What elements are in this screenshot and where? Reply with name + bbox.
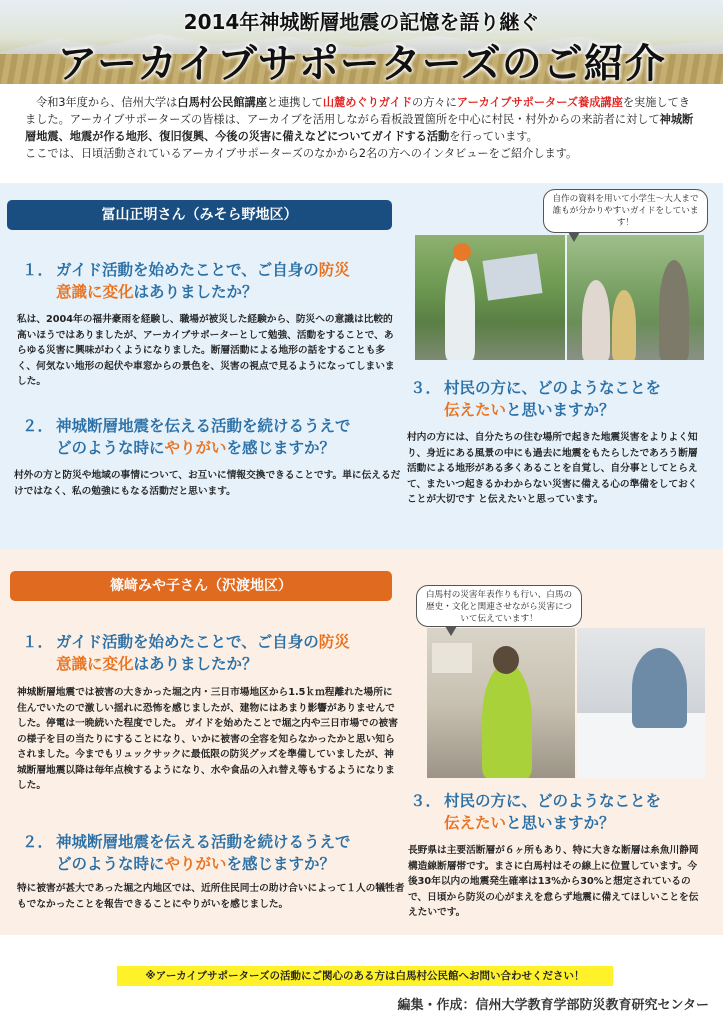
cap-figure — [453, 243, 471, 261]
question-highlight: やりがい — [164, 855, 227, 873]
question-number: １． — [22, 261, 54, 279]
question-text: を感じますか？ — [226, 855, 336, 873]
person1-name-tag: 冨山正明さん（みそら野地区） — [7, 200, 392, 230]
intro-text: の方々に — [412, 96, 457, 109]
question-text: 神城断層地震を伝える活動を続けるうえで — [56, 417, 351, 435]
person2-name-tag: 篠﨑みや子さん（沢渡地区） — [10, 571, 392, 601]
person1-question1 — [22, 259, 402, 303]
person2-speech-bubble: 白馬村の災害年表作りも行い、白馬の歴史・文化と関連させながら災害について伝えています！ — [416, 585, 582, 627]
adult-figure — [659, 260, 689, 360]
bubble-tail — [568, 232, 580, 242]
person1-photo-children — [567, 235, 704, 360]
question-text: と思いますか？ — [506, 401, 615, 419]
question-number: ３． — [410, 379, 442, 397]
head-figure — [493, 646, 519, 674]
person2-answer3: 長野県は主要活断層が６ヶ所もあり、特に大きな断層は糸魚川静岡構造線断層帯です。まさに白馬村はその線上に位置しています。今後30年以内の地震発生確率は13%から30%と想定されているので、日頃から防災の心がまえを怠らず地震に備えてほしいことを伝えたいです。 — [408, 845, 699, 918]
question-text: はありましたか？ — [133, 283, 258, 301]
question-highlight: 防災 — [318, 261, 350, 279]
person1-answer3: 村内の方には、自分たちの住む場所で起きた地震災害をよりよく知り、身近にある風景の中にも過去に地震をもたらしたであろう断層活動による地形がある多くあることを自覚し、自分事としてとらえて、またいつ起きるかわからない災害に備える心の準備をしておくことが大切です と伝えたいと思っています。 — [407, 432, 698, 505]
intro-red: アーカイブサポーターズ養成講座 — [456, 96, 623, 109]
intro-paragraph — [25, 94, 700, 162]
question-highlight: 意識に変化 — [56, 655, 134, 673]
intro-bold: 神城断層地震、地震が作る地形、復旧復興、今後の災害に備えなどについてガイドする活動 — [25, 113, 694, 143]
intro-text: ここでは、日頃活動されているアーカイブサポーターズのなかから2名の方へのインタビューをご紹介します。 — [25, 147, 578, 160]
person1-question3 — [410, 377, 710, 421]
map-sheet — [482, 253, 542, 300]
person2-question3 — [410, 790, 710, 834]
person2-photo-presenting — [427, 628, 575, 778]
intro-text: 令和3年度から、信州大学は — [36, 96, 178, 109]
question-text: 神城断層地震を伝える活動を続けるうえで — [56, 833, 351, 851]
question-text: を感じますか？ — [226, 439, 336, 457]
person1-answer1: 私は、2004年の福井豪雨を経験し、職場が被災した経験から、防災への意識は比較的高いほうではありましたが、アーカイブサポーターとして勉強、活動をすることで、あらゆる災害に興味がわくようになりました。断層活動による地形の話をすることも多く、何気ない地形の起伏や車窓からの景色を、災害の視点で見るようになってしまいました。 — [17, 314, 395, 387]
intro-bold: 白馬村公民館講座 — [177, 96, 267, 109]
question-number: １． — [22, 633, 54, 651]
person2-answer1: 神城断層地震では被害の大きかった堀之内・三日市場地区から1.5ｋｍ程離れた場所に住んでいたので激しい揺れに恐怖を感じましたが、建物にはあまり影響がありませんでした。停電は一晩続いた程度でした。 ガイドを始めたことで堀之内や三日市場での被害の様子を目の当たりにすることになり、いかに被害の全容を知らなかったかと思い知らされました。今までもリュックサックに最低限の防災グッズを準備していましたが、神城断層地震以降は毎年点検するようになり、水や食品の入れ替え等もするようになりました。 — [17, 687, 398, 791]
person1-answer2: 村外の方と防災や地域の事情について、お互いに情報交換できることです。単に伝えるだけではなく、私の勉強にもなる活動だと思います。 — [14, 470, 401, 497]
page-subtitle: 2014年神城断層地震の記憶を語り継ぐ — [183, 10, 540, 34]
person1-speech-bubble: 自作の資料を用いて小学生～大人まで誰もが分かりやすいガイドをしています！ — [543, 189, 708, 233]
person-figure — [445, 255, 475, 360]
person1-question2 — [22, 415, 412, 459]
question-text: ガイド活動を始めたことで、ご自身の — [56, 261, 319, 279]
question-text: どのような時に — [56, 855, 165, 873]
intro-red: 山麓めぐりガイド — [322, 96, 413, 109]
person-figure — [482, 663, 532, 778]
child-figure — [612, 290, 636, 360]
poster-board — [432, 643, 472, 673]
question-text: ガイド活動を始めたことで、ご自身の — [56, 633, 319, 651]
question-number: ２． — [22, 833, 54, 851]
question-text: 村民の方に、どのようなことを — [444, 379, 662, 397]
question-text: どのような時に — [56, 439, 165, 457]
question-highlight: 伝えたい — [444, 814, 507, 832]
question-text: 村民の方に、どのようなことを — [444, 792, 662, 810]
question-highlight: やりがい — [164, 439, 227, 457]
child-figure — [582, 280, 610, 360]
question-number: ２． — [22, 417, 54, 435]
question-highlight: 防災 — [318, 633, 350, 651]
question-highlight: 伝えたい — [444, 401, 507, 419]
question-highlight: 意識に変化 — [56, 283, 134, 301]
person2-answer2: 特に被害が甚大であった堀之内地区では、近所住民同士の助け合いによって１人の犠牲者もでなかったことを報告できることにやりがいを感じました。 — [17, 883, 405, 910]
question-text: はありましたか？ — [133, 655, 258, 673]
question-text: と思いますか？ — [506, 814, 615, 832]
intro-text: を実施してきました。アーカイブサポーターズの皆様は、アーカイブを活用しながら看板設置箇所を中心に村民・村外からの来訪者に対して — [25, 96, 690, 126]
page-title: アーカイブサポーターズのご紹介 — [57, 41, 666, 84]
intro-text: と連携して — [266, 96, 323, 109]
person2-question2 — [22, 831, 412, 875]
question-number: ３． — [410, 792, 442, 810]
header-banner — [0, 0, 723, 84]
person-figure — [632, 648, 687, 728]
bubble-tail — [445, 626, 457, 636]
person2-photo-writing — [577, 628, 705, 778]
contact-notice: ※アーカイブサポーターズの活動にご関心のある方は白馬村公民館へお問い合わせください！ — [117, 966, 613, 986]
person2-question1 — [22, 631, 402, 675]
intro-text: を行っています。 — [449, 130, 538, 143]
person1-photo-guide — [415, 235, 565, 360]
editor-credit: 編集・作成：信州大学教育学部防災教育研究センター — [397, 998, 709, 1013]
